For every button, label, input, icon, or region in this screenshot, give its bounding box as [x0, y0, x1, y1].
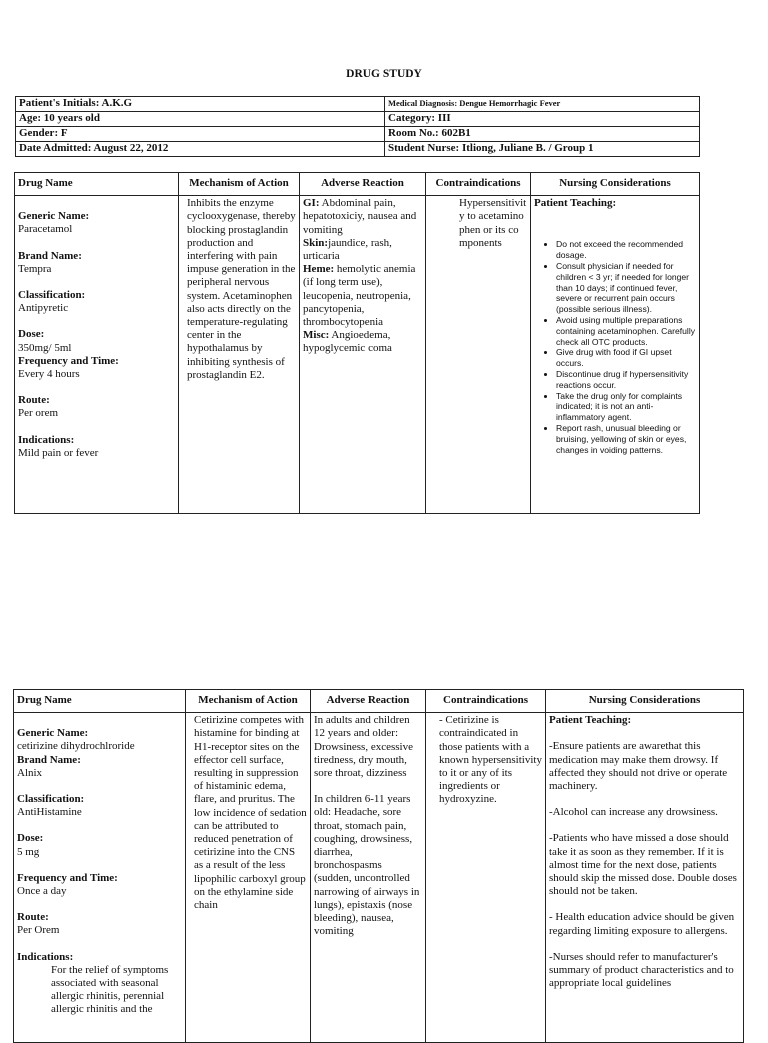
mechanism-text: Cetirizine competes with histamine for binding at H1-receptor sites on the effector cell surface, resulting in suppression of histaminic edema, flare, and pruritus. The low incidence of sedation can be attributed to reduced penetration of cetirizine into the CNS as a result of the less lipophilic carboxyl group on the ethylamine side chain	[194, 714, 307, 912]
indications-label: Indications:	[18, 433, 75, 446]
drug-row	[15, 196, 700, 514]
brand-label: Brand Name:	[18, 249, 82, 262]
route-label: Route:	[18, 394, 50, 407]
patient-info-table	[15, 96, 700, 157]
contraindications-text: - Cetirizine is contraindicated in those patients with a known hypersensitivity to it or any of its ingredients or hydroxyzine.	[439, 714, 542, 806]
generic-label: Generic Name:	[17, 727, 89, 740]
student-nurse: Student Nurse: Itliong, Juliane B. / Group 1	[385, 142, 700, 157]
route: Per orem	[18, 407, 59, 420]
nursing-item: • Consult physician if needed for children < 3 yr; if needed for longer than 10 days; if continued fever, severe or recurrent pain occurs (possible serious illness).	[556, 261, 696, 315]
medical-diagnosis: Medical Diagnosis: Dengue Hemorrhagic Fever	[385, 97, 700, 112]
contraindications-cell	[426, 196, 531, 514]
dose: 5 mg	[17, 845, 40, 858]
brand-name: Alnix	[17, 766, 43, 779]
contraindications-text: Hypersensitivity to acetaminophen or its components	[459, 197, 527, 249]
classification-label: Classification:	[18, 289, 86, 302]
adverse-cell	[311, 713, 426, 1043]
drug-study-table-cetirizine	[13, 689, 744, 1043]
nursing-cell	[531, 196, 700, 514]
date-admitted: Date Admitted: August 22, 2012	[16, 142, 385, 157]
frequency-label: Frequency and Time:	[17, 871, 118, 884]
mechanism-cell	[186, 713, 311, 1043]
adverse-adults: In adults and children 12 years and older: Drowsiness, excessive tiredness, dry mouth, sore throat, dizziness	[314, 714, 413, 780]
header-adverse: Adverse Reaction	[311, 690, 426, 713]
generic-name: cetirizine dihydrochlroride	[17, 740, 135, 753]
header-nursing: Nursing Considerations	[531, 173, 700, 196]
nursing-paragraph: -Alcohol can increase any drowsiness.	[549, 806, 718, 819]
indications: Mild pain or fever	[18, 446, 99, 459]
adverse-heme: Heme: hemolytic anemia (if long term use), leucopenia, neutropenia, pancytopenia, thrombocytopenia	[303, 263, 416, 329]
header-row	[15, 173, 700, 196]
nursing-paragraphs	[549, 740, 740, 990]
drug-name-cell	[15, 196, 179, 514]
adverse-gi: GI: Abdominal pain, hepatotoxiciy, nausea and vomiting	[303, 197, 417, 236]
nursing-paragraph: -Nurses should refer to manufacturer's summary of product characteristics and to appropriate local guidelines	[549, 950, 734, 990]
frequency: Once a day	[17, 885, 67, 898]
header-contraindications: Contraindications	[426, 690, 546, 713]
patient-category: Category: III	[385, 112, 700, 127]
frequency: Every 4 hours	[18, 368, 80, 381]
header-nursing: Nursing Considerations	[546, 690, 744, 713]
brand-label: Brand Name:	[17, 753, 81, 766]
patient-gender: Gender: F	[16, 127, 385, 142]
patient-age: Age: 10 years old	[16, 112, 385, 127]
indications: For the relief of symptoms associated with seasonal allergic rhinitis, perennial allergic rhinitis and the	[51, 963, 169, 1016]
nursing-item: • Take the drug only for complaints indicated; it is not an anti-inflammatory agent.	[556, 391, 696, 423]
nursing-paragraph: -Ensure patients are awarethat this medication may make them drowsy. If affected they should not drive or operate machinery.	[549, 740, 728, 793]
patient-teaching-title: Patient Teaching:	[534, 197, 617, 210]
mechanism-text: Inhibits the enzyme cyclooxygenase, thereby blocking prostaglandin production and interfering with pain impuse generation in the peripheral nervous system. Acetaminophen also acts directly on the temperature-regulating center in the hypothalamus by inhibiting synthesis of prostaglandin E2.	[187, 197, 296, 381]
header-drug-name: Drug Name	[15, 173, 179, 196]
room-number: Room No.: 602B1	[385, 127, 700, 142]
mechanism-cell	[179, 196, 300, 514]
adverse-cell	[300, 196, 426, 514]
header-mechanism: Mechanism of Action	[179, 173, 300, 196]
generic-label: Generic Name:	[18, 210, 90, 223]
adverse-skin: Skin:jaundice, rash, urticaria	[303, 236, 392, 263]
generic-name: Paracetamol	[18, 223, 73, 236]
nursing-item: • Do not exceed the recommended dosage.	[556, 239, 696, 261]
nursing-item: • Report rash, unusual bleeding or bruising, yellowing of skin or eyes, changes in voiding patterns.	[556, 423, 696, 455]
route-label: Route:	[17, 911, 49, 924]
frequency-label: Frequency and Time:	[18, 354, 119, 367]
adverse-misc: Misc: Angioedema, hypoglycemic coma	[303, 329, 392, 355]
nursing-paragraph: -Patients who have missed a dose should take it as soon as they remember. If it is almost time for the next dose, patients should skip the missed dose. Double doses should not be taken.	[549, 832, 737, 898]
patient-teaching-title: Patient Teaching:	[549, 714, 632, 727]
drug-name-cell	[14, 713, 186, 1043]
classification: AntiHistamine	[17, 806, 82, 819]
drug-study-table-paracetamol	[14, 172, 700, 514]
dose-label: Dose:	[17, 832, 44, 845]
header-row	[14, 690, 744, 713]
classification-label: Classification:	[17, 793, 85, 806]
header-adverse: Adverse Reaction	[300, 173, 426, 196]
header-mechanism: Mechanism of Action	[186, 690, 311, 713]
drug-row	[14, 713, 744, 1043]
header-drug-name: Drug Name	[14, 690, 186, 713]
nursing-item: • Give drug with food if GI upset occurs.	[556, 347, 696, 369]
nursing-list	[534, 239, 696, 455]
document-title: DRUG STUDY	[346, 68, 422, 80]
nursing-cell	[546, 713, 744, 1043]
contraindications-cell	[426, 713, 546, 1043]
adverse-children: In children 6-11 years old: Headache, sore throat, stomach pain, coughing, drowsiness, diarrhea, bronchospasms (sudden, uncontrolled narrowing of airways in lungs), epistaxis (nose bleeding), nausea, vomiting	[314, 793, 420, 938]
header-contraindications: Contraindications	[426, 173, 531, 196]
classification: Antipyretic	[18, 302, 69, 315]
nursing-item: • Discontinue drug if hypersensitivity reactions occur.	[556, 369, 696, 391]
nursing-paragraph: - Health education advice should be given regarding limiting exposure to allergens.	[549, 911, 735, 937]
route: Per Orem	[17, 924, 60, 937]
nursing-item: • Avoid using multiple preparations containing acetaminophen. Carefully check all OTC products.	[556, 315, 696, 347]
patient-initials: Patient's Initials: A.K.G	[16, 97, 385, 112]
dose: 350mg/ 5ml	[18, 341, 72, 354]
dose-label: Dose:	[18, 328, 45, 341]
indications-label: Indications:	[17, 950, 74, 963]
brand-name: Tempra	[18, 262, 52, 275]
